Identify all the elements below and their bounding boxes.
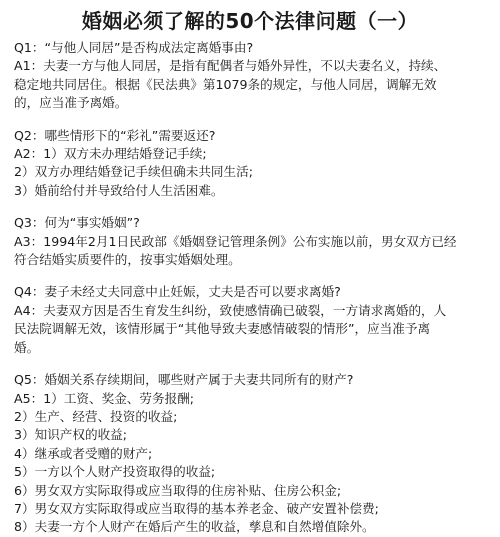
qa-section-q3 — [14, 214, 486, 269]
qa-section-q1 — [14, 39, 486, 113]
question-line: Q3：何为“事实婚姻”? — [14, 215, 140, 231]
question-line: Q4：妻子未经丈夫同意中止妊娠，丈夫是否可以要求离婚? — [14, 284, 341, 300]
question-line: Q2：哪些情形下的“彩礼”需要返还? — [14, 127, 216, 143]
answer-line: 3）婚前给付并导致给付人生活困难。 — [14, 182, 224, 198]
qa-section-q4 — [14, 283, 486, 357]
question-line: Q1：“与他人同居”是否构成法定离婚事由? — [14, 40, 254, 55]
answer-line: 3）知识产权的收益; — [14, 427, 128, 443]
document-title: 婚姻必须了解的50个法律问题（一） — [81, 9, 419, 33]
answer-line: 的，应当准予离婚。 — [14, 95, 128, 111]
answer-line: A5：1）工资、奖金、劳务报酬; — [14, 390, 195, 406]
section-gap — [14, 269, 486, 283]
answer-line: 5）一方以个人财产投资取得的收益; — [14, 464, 216, 480]
qa-section-q5 — [14, 371, 486, 537]
answer-line: 7）男女双方实际取得或应当取得的基本养老金、破产安置补偿费; — [14, 500, 379, 516]
answer-line: 6）男女双方实际取得或应当取得的住房补贴、住房公积金; — [14, 482, 342, 498]
question-line: Q5：婚姻关系存续期间，哪些财产属于夫妻共同所有的财产? — [14, 372, 354, 388]
answer-line: 2）双方办理结婚登记手续但确未共同生活; — [14, 164, 253, 180]
section-gap — [14, 357, 486, 371]
answer-line: 婚。 — [14, 339, 40, 355]
answer-line: A1：夫妻一方与他人同居，是指有配偶者与婚外异性，不以夫妻名义，持续、 — [14, 58, 447, 74]
answer-line: A4：夫妻双方因是否生育发生纠纷，致使感情确已破裂，一方请求离婚的，人 — [14, 302, 447, 318]
answer-line: 稳定地共同居住。根据《民法典》第1079条的规定，与他人同居，调解无效 — [14, 76, 437, 92]
answer-line: A2：1）双方未办理结婚登记手续; — [14, 146, 207, 162]
section-gap — [14, 113, 486, 127]
answer-line: 符合结婚实质要件的，按事实婚姻处理。 — [14, 252, 241, 268]
section-gap — [14, 200, 486, 214]
answer-line: 2）生产、经营、投资的收益; — [14, 408, 178, 424]
answer-line: 民法院调解无效，该情形属于“其他导致夫妻感情破裂的情形”，应当准予离 — [14, 321, 431, 337]
answer-line: 4）继承或者受赠的财产; — [14, 445, 153, 461]
answer-line: A3：1994年2月1日民政部《婚姻登记管理条例》公布实施以前，男女双方已经 — [14, 233, 457, 249]
answer-line: 8）夫妻一方个人财产在婚后产生的收益，孳息和自然增值除外。 — [14, 519, 375, 535]
qa-section-q2 — [14, 127, 486, 201]
